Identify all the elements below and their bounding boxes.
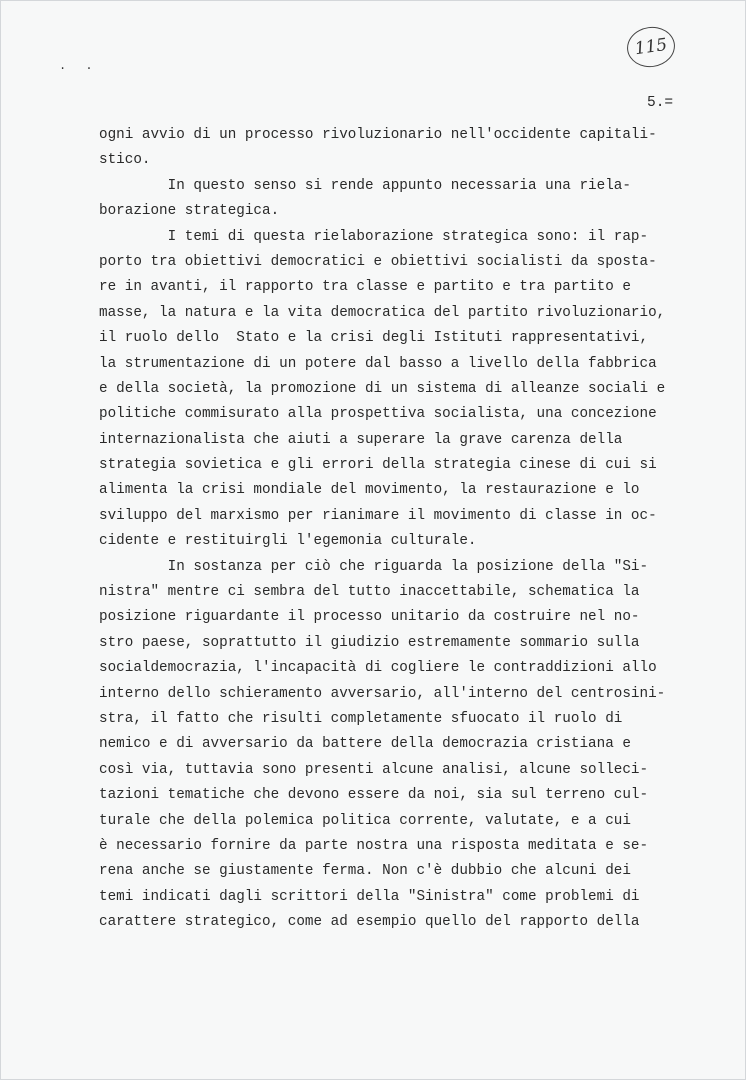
text-line: carattere strategico, come ad esempio quello del rapporto della: [99, 914, 640, 931]
text-line: cidente e restituirgli l'egemonia culturale.: [99, 533, 477, 550]
text-line: rena anche se giustamente ferma. Non c'è dubbio che alcuni dei: [99, 863, 631, 880]
text-line: sviluppo del marxismo per rianimare il movimento di classe in oc-: [99, 507, 657, 524]
text-line: turale che della polemica politica corrente, valutate, e a cui: [99, 812, 631, 829]
text-line: stico.: [99, 152, 151, 169]
text-line: porto tra obiettivi democratici e obiettivi socialisti da sposta-: [99, 253, 657, 270]
text-line: re in avanti, il rapporto tra classe e partito e tra partito e: [99, 279, 631, 296]
text-line: In questo senso si rende appunto necessaria una riela-: [99, 177, 631, 194]
text-line: masse, la natura e la vita democratica del partito rivoluzionario,: [99, 304, 666, 321]
text-line: In sostanza per ciò che riguarda la posizione della "Si-: [99, 558, 649, 575]
page-number: 5.=: [647, 95, 674, 111]
text-line: I temi di questa rielaborazione strategica sono: il rap-: [99, 228, 649, 245]
text-line: nemico e di avversario da battere della democrazia cristiana e: [99, 736, 631, 753]
text-line: la strumentazione di un potere dal basso a livello della fabbrica: [99, 355, 657, 372]
text-line: strategia sovietica e gli errori della strategia cinese di cui si: [99, 457, 657, 474]
text-line: ogni avvio di un processo rivoluzionario nell'occidente capitali-: [99, 127, 657, 143]
text-line: interno dello schieramento avversario, all'interno del centrosini-: [99, 685, 666, 702]
text-line: tazioni tematiche che devono essere da noi, sia sul terreno cul-: [99, 787, 649, 804]
text-line: così via, tuttavia sono presenti alcune analisi, alcune solleci-: [99, 761, 649, 778]
text-line: borazione strategica.: [99, 203, 280, 220]
text-line: il ruolo dello Stato e la crisi degli Istituti rappresentativi,: [99, 330, 649, 347]
body-text: [99, 123, 699, 936]
text-line: stro paese, soprattutto il giudizio estremamente sommario sulla: [99, 634, 640, 651]
text-line: e della società, la promozione di un sistema di alleanze sociali e: [99, 380, 666, 397]
text-line: posizione riguardante il processo unitario da costruire nel no-: [99, 609, 640, 626]
text-line: socialdemocrazia, l'incapacità di cogliere le contraddizioni allo: [99, 660, 657, 677]
text-line: stra, il fatto che risulti completamente sfuocato il ruolo di: [99, 710, 623, 727]
text-line: alimenta la crisi mondiale del movimento, la restaurazione e lo: [99, 482, 640, 499]
text-line: è necessario fornire da parte nostra una risposta meditata e se-: [99, 837, 649, 854]
archive-stamp-number: 115: [624, 24, 677, 70]
text-line: politiche commisurato alla prospettiva socialista, una concezione: [99, 406, 657, 423]
text-line: temi indicati dagli scrittori della "Sinistra" come problemi di: [99, 888, 640, 905]
text-line: internazionalista che aiuti a superare la grave carenza della: [99, 431, 623, 448]
margin-marks: . .: [59, 59, 99, 73]
text-line: nistra" mentre ci sembra del tutto inaccettabile, schematica la: [99, 584, 640, 601]
